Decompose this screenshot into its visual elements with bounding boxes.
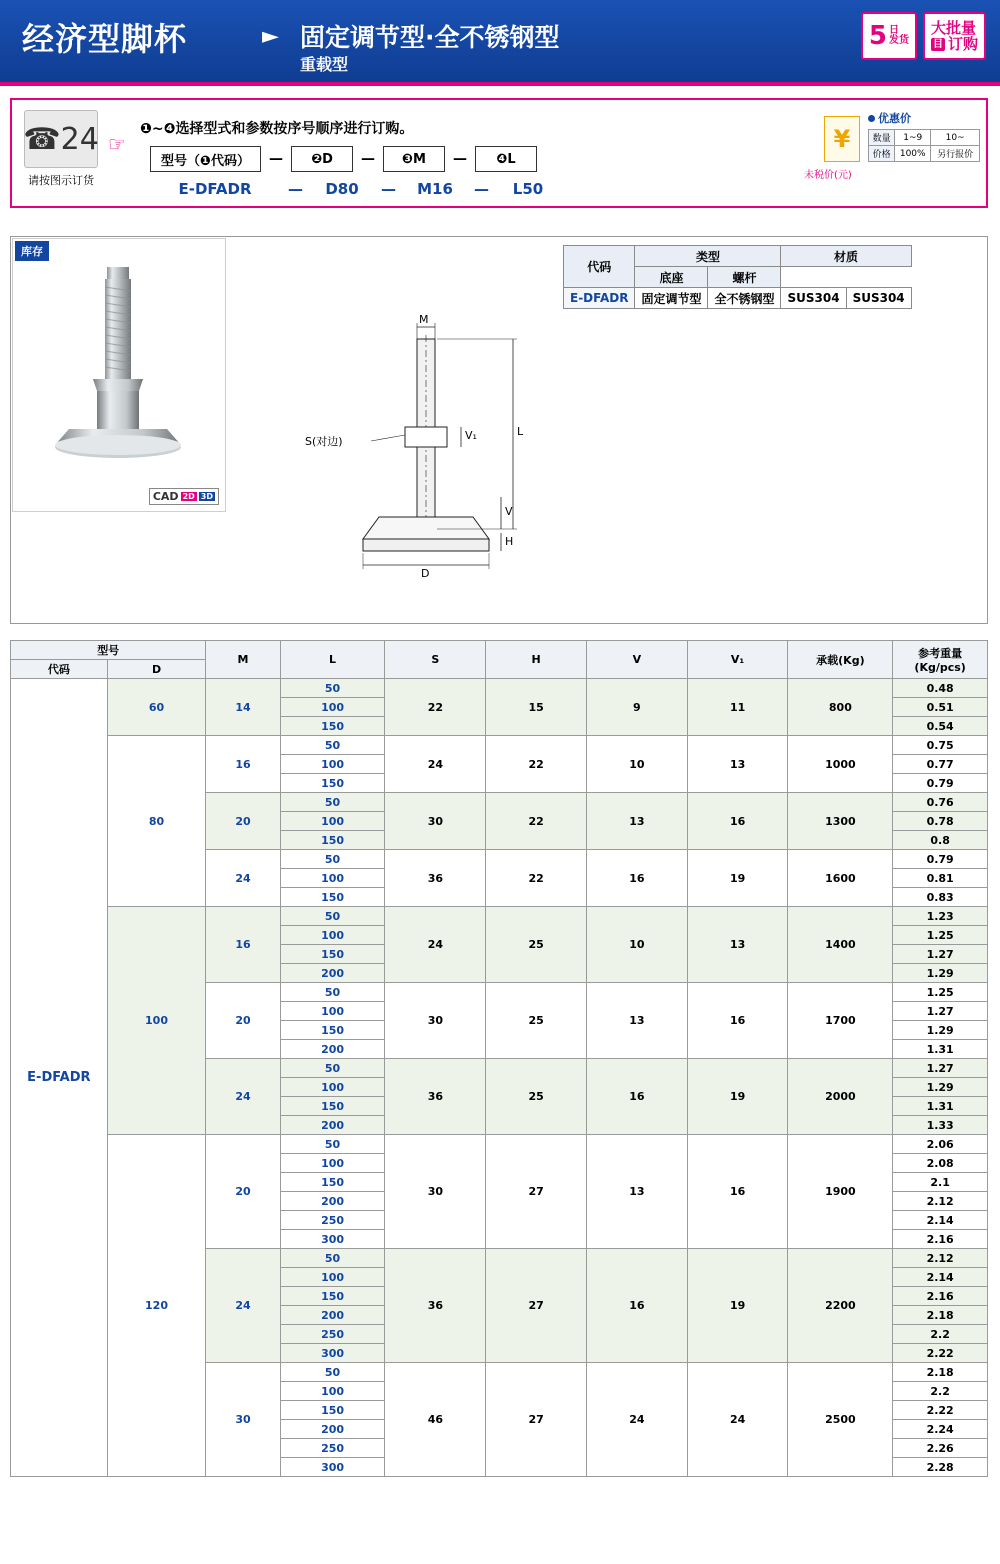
price-qty-c2: 10~ — [931, 130, 980, 146]
technical-drawing — [305, 313, 571, 607]
spec-l-cell: 200 — [280, 1420, 385, 1439]
spec-s-cell: 24 — [385, 736, 486, 793]
spec-l-cell: 200 — [280, 1306, 385, 1325]
spec-v-cell: 13 — [586, 983, 687, 1059]
spec-m-cell: 16 — [206, 736, 280, 793]
spec-th-h: H — [486, 641, 587, 679]
spec-weight-cell: 1.25 — [893, 926, 988, 945]
spec-l-cell: 200 — [280, 964, 385, 983]
spec-weight-cell: 0.48 — [893, 679, 988, 698]
spec-v-cell: 13 — [586, 1135, 687, 1249]
spec-l-cell: 100 — [280, 1002, 385, 1021]
spec-l-cell: 300 — [280, 1230, 385, 1249]
spec-th-d: D — [107, 660, 206, 679]
spec-l-cell: 150 — [280, 945, 385, 964]
spec-weight-cell: 2.28 — [893, 1458, 988, 1477]
spec-s-cell: 30 — [385, 1135, 486, 1249]
shipping-days-text — [889, 26, 909, 47]
figure-panel — [10, 236, 988, 624]
spec-v1-cell: 13 — [687, 736, 788, 793]
bulk-order-line2-wrap — [931, 36, 978, 53]
spec-code-cell: E-DFADR — [11, 679, 108, 1477]
spec-weight-cell: 2.1 — [893, 1173, 988, 1192]
header-badges — [861, 12, 986, 60]
bulk-order-line2: 订购 — [947, 35, 978, 53]
spec-h-cell: 25 — [486, 1059, 587, 1135]
dim-label-d: D — [421, 567, 430, 580]
price-tax-note: 未税价(元) — [804, 170, 852, 181]
order-code-row — [150, 146, 537, 172]
material-type-2: 全不锈钢型 — [708, 288, 781, 309]
spec-l-cell: 150 — [280, 1021, 385, 1040]
spec-v1-cell: 13 — [687, 907, 788, 983]
spec-m-cell: 20 — [206, 983, 280, 1059]
spec-l-cell: 150 — [280, 1401, 385, 1420]
spec-weight-cell: 1.31 — [893, 1040, 988, 1059]
hand-pointer-icon: ☞ — [108, 132, 126, 156]
code-box-m[interactable]: ❸M — [383, 146, 445, 172]
spec-m-cell: 24 — [206, 1249, 280, 1363]
spec-l-cell: 50 — [280, 1249, 385, 1268]
spec-s-cell: 30 — [385, 793, 486, 850]
spec-weight-cell: 0.77 — [893, 755, 988, 774]
material-bolt: SUS304 — [846, 288, 911, 309]
price-price-c1: 100% — [895, 146, 931, 162]
spec-v-cell: 9 — [586, 679, 687, 736]
material-base: SUS304 — [781, 288, 846, 309]
spec-weight-cell: 2.06 — [893, 1135, 988, 1154]
specification-table — [10, 640, 988, 1477]
spec-load-cell: 2000 — [788, 1059, 893, 1135]
subtitle-secondary: 重载型 — [300, 55, 349, 74]
example-dash-3: — — [474, 180, 489, 198]
spec-weight-cell: 2.08 — [893, 1154, 988, 1173]
spec-l-cell: 150 — [280, 888, 385, 907]
spec-weight-cell: 2.14 — [893, 1211, 988, 1230]
spec-l-cell: 200 — [280, 1192, 385, 1211]
spec-s-cell: 36 — [385, 850, 486, 907]
example-dash-1: — — [288, 180, 303, 198]
product-photo-image — [13, 239, 223, 509]
spec-weight-cell: 1.27 — [893, 1002, 988, 1021]
spec-h-cell: 27 — [486, 1135, 587, 1249]
spec-weight-cell: 2.24 — [893, 1420, 988, 1439]
spec-weight-cell: 2.22 — [893, 1344, 988, 1363]
spec-row — [11, 679, 988, 698]
spec-v-cell: 10 — [586, 907, 687, 983]
spec-h-cell: 15 — [486, 679, 587, 736]
spec-h-cell: 25 — [486, 983, 587, 1059]
bullet-dot-icon — [868, 115, 875, 122]
spec-h-cell: 25 — [486, 907, 587, 983]
spec-l-cell: 100 — [280, 1078, 385, 1097]
cad-label: CAD — [152, 490, 179, 503]
spec-th-model: 型号 — [11, 641, 206, 660]
spec-weight-cell: 0.79 — [893, 850, 988, 869]
page-header — [0, 0, 1000, 82]
shipping-days-number: 5 — [868, 21, 887, 51]
bulk-order-line1: 大批量 — [930, 18, 976, 37]
price-title-text: 优惠价 — [878, 112, 911, 125]
spec-l-cell: 150 — [280, 1097, 385, 1116]
spec-l-cell: 250 — [280, 1325, 385, 1344]
spec-v1-cell: 16 — [687, 983, 788, 1059]
product-photo — [12, 238, 226, 512]
code-box-model[interactable]: 型号（❶代码） — [150, 146, 261, 172]
spec-s-cell: 46 — [385, 1363, 486, 1477]
spec-weight-cell: 2.18 — [893, 1306, 988, 1325]
dim-label-m: M — [419, 313, 429, 326]
spec-weight-cell: 0.79 — [893, 774, 988, 793]
spec-s-cell: 36 — [385, 1249, 486, 1363]
dash-2: — — [361, 151, 376, 167]
spec-v-cell: 13 — [586, 793, 687, 850]
spec-weight-cell: 0.51 — [893, 698, 988, 717]
example-m: M16 — [417, 180, 453, 198]
dim-label-s: S(对边) — [305, 435, 343, 448]
spec-l-cell: 100 — [280, 755, 385, 774]
spec-v-cell: 24 — [586, 1363, 687, 1477]
spec-l-cell: 50 — [280, 1059, 385, 1078]
spec-tbody — [11, 679, 988, 1477]
spec-weight-cell: 0.8 — [893, 831, 988, 850]
spec-m-cell: 20 — [206, 1135, 280, 1249]
subtitle-primary: 固定调节型·全不锈钢型 — [300, 23, 560, 52]
spec-l-cell: 150 — [280, 774, 385, 793]
spec-v-cell: 10 — [586, 736, 687, 793]
price-table — [868, 129, 980, 162]
spec-l-cell: 50 — [280, 679, 385, 698]
spec-l-cell: 200 — [280, 1116, 385, 1135]
material-th-base: 底座 — [635, 267, 708, 288]
dim-label-h: H — [505, 535, 514, 548]
spec-load-cell: 1700 — [788, 983, 893, 1059]
spec-v1-cell: 24 — [687, 1363, 788, 1477]
spec-load-cell: 1300 — [788, 793, 893, 850]
cad-2d-icon: 2D — [182, 492, 195, 501]
spec-weight-cell: 1.23 — [893, 907, 988, 926]
order-note-text: 选择型式和参数按序号顺序进行订购。 — [175, 121, 414, 137]
spec-weight-cell: 0.54 — [893, 717, 988, 736]
spec-s-cell: 36 — [385, 1059, 486, 1135]
example-d: D80 — [325, 180, 359, 198]
price-row-price — [869, 146, 980, 162]
spec-l-cell: 150 — [280, 717, 385, 736]
spec-v-cell: 16 — [586, 850, 687, 907]
bulk-order-icon: 目 — [932, 38, 943, 50]
spec-th-weight — [893, 641, 988, 679]
spec-load-cell: 1900 — [788, 1135, 893, 1249]
spec-v1-cell: 16 — [687, 1135, 788, 1249]
material-th-code: 代码 — [564, 246, 635, 288]
cad-download-badge[interactable] — [149, 488, 219, 505]
spec-l-cell: 50 — [280, 850, 385, 869]
spec-header-row-1 — [11, 641, 988, 660]
spec-weight-cell: 2.22 — [893, 1401, 988, 1420]
spec-d-cell: 80 — [107, 736, 206, 907]
spec-th-weight-line2: (Kg/pcs) — [914, 661, 966, 674]
spec-weight-cell: 0.76 — [893, 793, 988, 812]
spec-weight-cell: 1.31 — [893, 1097, 988, 1116]
spec-weight-cell: 2.16 — [893, 1287, 988, 1306]
price-qty-c1: 1~9 — [895, 130, 931, 146]
spec-l-cell: 100 — [280, 1268, 385, 1287]
spec-weight-cell: 1.29 — [893, 964, 988, 983]
title-arrow-icon: ► — [262, 24, 279, 49]
spec-l-cell: 100 — [280, 926, 385, 945]
spec-row — [11, 1135, 988, 1154]
price-panel-title — [868, 110, 980, 126]
spec-l-cell: 150 — [280, 1287, 385, 1306]
spec-l-cell: 100 — [280, 869, 385, 888]
order-instruction-panel — [10, 98, 988, 208]
spec-s-cell: 24 — [385, 907, 486, 983]
material-th-material: 材质 — [781, 246, 911, 267]
spec-weight-cell: 0.75 — [893, 736, 988, 755]
material-th-type: 类型 — [635, 246, 781, 267]
spec-th-code: 代码 — [11, 660, 108, 679]
spec-l-cell: 250 — [280, 1211, 385, 1230]
spec-th-m: M — [206, 641, 280, 679]
example-model: E-DFADR — [178, 180, 252, 198]
spec-load-cell: 2500 — [788, 1363, 893, 1477]
material-code: E-DFADR — [564, 288, 635, 309]
spec-load-cell: 800 — [788, 679, 893, 736]
spec-weight-cell: 2.26 — [893, 1439, 988, 1458]
price-panel — [868, 110, 980, 162]
spec-s-cell: 30 — [385, 983, 486, 1059]
spec-weight-cell: 2.18 — [893, 1363, 988, 1382]
technical-drawing-svg — [341, 317, 571, 607]
spec-l-cell: 300 — [280, 1344, 385, 1363]
material-type-1: 固定调节型 — [635, 288, 708, 309]
spec-weight-cell: 2.16 — [893, 1230, 988, 1249]
spec-l-cell: 50 — [280, 736, 385, 755]
spec-l-cell: 50 — [280, 907, 385, 926]
spec-v1-cell: 11 — [687, 679, 788, 736]
spec-load-cell: 2200 — [788, 1249, 893, 1363]
material-th-bolt: 螺杆 — [708, 267, 781, 288]
spec-l-cell: 100 — [280, 1382, 385, 1401]
price-price-label: 价格 — [869, 146, 895, 162]
spec-v1-cell: 19 — [687, 1059, 788, 1135]
dim-label-v: V — [505, 505, 513, 518]
spec-v1-cell: 16 — [687, 793, 788, 850]
spec-th-s: S — [385, 641, 486, 679]
spec-l-cell: 100 — [280, 1154, 385, 1173]
shipping-days-label: 发货 — [888, 35, 909, 46]
spec-h-cell: 27 — [486, 1249, 587, 1363]
example-dash-2: — — [381, 180, 396, 198]
spec-h-cell: 27 — [486, 1363, 587, 1477]
yen-icon: ¥ — [824, 116, 860, 162]
spec-m-cell: 16 — [206, 907, 280, 983]
spec-th-weight-line1: 参考重量 — [918, 647, 963, 660]
price-row-qty — [869, 130, 980, 146]
bulk-order-badge — [923, 12, 986, 60]
spec-load-cell: 1600 — [788, 850, 893, 907]
shipping-days-unit: 日 — [888, 24, 899, 36]
spec-m-cell: 24 — [206, 1059, 280, 1135]
spec-l-cell: 150 — [280, 831, 385, 850]
spec-row — [11, 907, 988, 926]
material-header-row — [564, 246, 912, 267]
spec-row — [11, 736, 988, 755]
spec-v-cell: 16 — [586, 1249, 687, 1363]
spec-weight-cell: 2.2 — [893, 1325, 988, 1344]
spec-l-cell: 150 — [280, 1173, 385, 1192]
spec-v1-cell: 19 — [687, 850, 788, 907]
cad-3d-icon: 3D — [200, 492, 213, 501]
spec-d-cell: 120 — [107, 1135, 206, 1477]
material-data-row — [564, 288, 912, 309]
shipping-days-badge — [861, 12, 917, 60]
spec-h-cell: 22 — [486, 850, 587, 907]
spec-th-v: V — [586, 641, 687, 679]
order-example-row — [150, 180, 559, 198]
spec-d-cell: 100 — [107, 907, 206, 1135]
spec-l-cell: 50 — [280, 1363, 385, 1382]
spec-th-l: L — [280, 641, 385, 679]
spec-m-cell: 30 — [206, 1363, 280, 1477]
spec-weight-cell: 2.12 — [893, 1249, 988, 1268]
spec-weight-cell: 0.78 — [893, 812, 988, 831]
spec-l-cell: 50 — [280, 793, 385, 812]
spec-l-cell: 300 — [280, 1458, 385, 1477]
dim-label-l: L — [517, 425, 524, 438]
spec-l-cell: 250 — [280, 1439, 385, 1458]
spec-v-cell: 16 — [586, 1059, 687, 1135]
dash-3: — — [453, 151, 468, 167]
spec-load-cell: 1400 — [788, 907, 893, 983]
spec-m-cell: 24 — [206, 850, 280, 907]
spec-weight-cell: 1.27 — [893, 945, 988, 964]
spec-h-cell: 22 — [486, 793, 587, 850]
price-qty-label: 数量 — [869, 130, 895, 146]
spec-l-cell: 200 — [280, 1040, 385, 1059]
bulk-order-text — [931, 20, 978, 53]
phone-caption: 请按图示订货 — [28, 174, 94, 187]
spec-weight-cell: 1.29 — [893, 1021, 988, 1040]
spec-h-cell: 22 — [486, 736, 587, 793]
price-price-c2: 另行报价 — [931, 146, 980, 162]
spec-d-cell: 60 — [107, 679, 206, 736]
spec-l-cell: 50 — [280, 983, 385, 1002]
spec-m-cell: 14 — [206, 679, 280, 736]
material-table — [563, 245, 912, 309]
dash-1: — — [269, 151, 284, 167]
phone-icon: ☎24 — [24, 110, 98, 168]
spec-th-load: 承载(Kg) — [788, 641, 893, 679]
dim-label-v1: V₁ — [465, 429, 477, 442]
spec-weight-cell: 2.12 — [893, 1192, 988, 1211]
spec-th-v1: V₁ — [687, 641, 788, 679]
spec-thead — [11, 641, 988, 679]
spec-l-cell: 50 — [280, 1135, 385, 1154]
spec-load-cell: 1000 — [788, 736, 893, 793]
spec-m-cell: 20 — [206, 793, 280, 850]
order-note — [140, 118, 413, 138]
spec-l-cell: 100 — [280, 812, 385, 831]
code-box-d[interactable]: ❷D — [291, 146, 353, 172]
spec-s-cell: 22 — [385, 679, 486, 736]
spec-weight-cell: 0.83 — [893, 888, 988, 907]
header-underline — [0, 82, 1000, 86]
stock-badge: 库存 — [15, 241, 49, 261]
spec-weight-cell: 0.81 — [893, 869, 988, 888]
spec-l-cell: 100 — [280, 698, 385, 717]
spec-weight-cell: 1.27 — [893, 1059, 988, 1078]
spec-v1-cell: 19 — [687, 1249, 788, 1363]
page-title: 经济型脚杯 — [22, 20, 188, 58]
spec-weight-cell: 1.33 — [893, 1116, 988, 1135]
spec-weight-cell: 1.29 — [893, 1078, 988, 1097]
order-note-prefix: ❶~❹ — [140, 121, 176, 137]
example-l: L50 — [512, 180, 544, 198]
spec-weight-cell: 2.2 — [893, 1382, 988, 1401]
spec-weight-cell: 2.14 — [893, 1268, 988, 1287]
code-box-l[interactable]: ❹L — [475, 146, 537, 172]
spec-weight-cell: 1.25 — [893, 983, 988, 1002]
